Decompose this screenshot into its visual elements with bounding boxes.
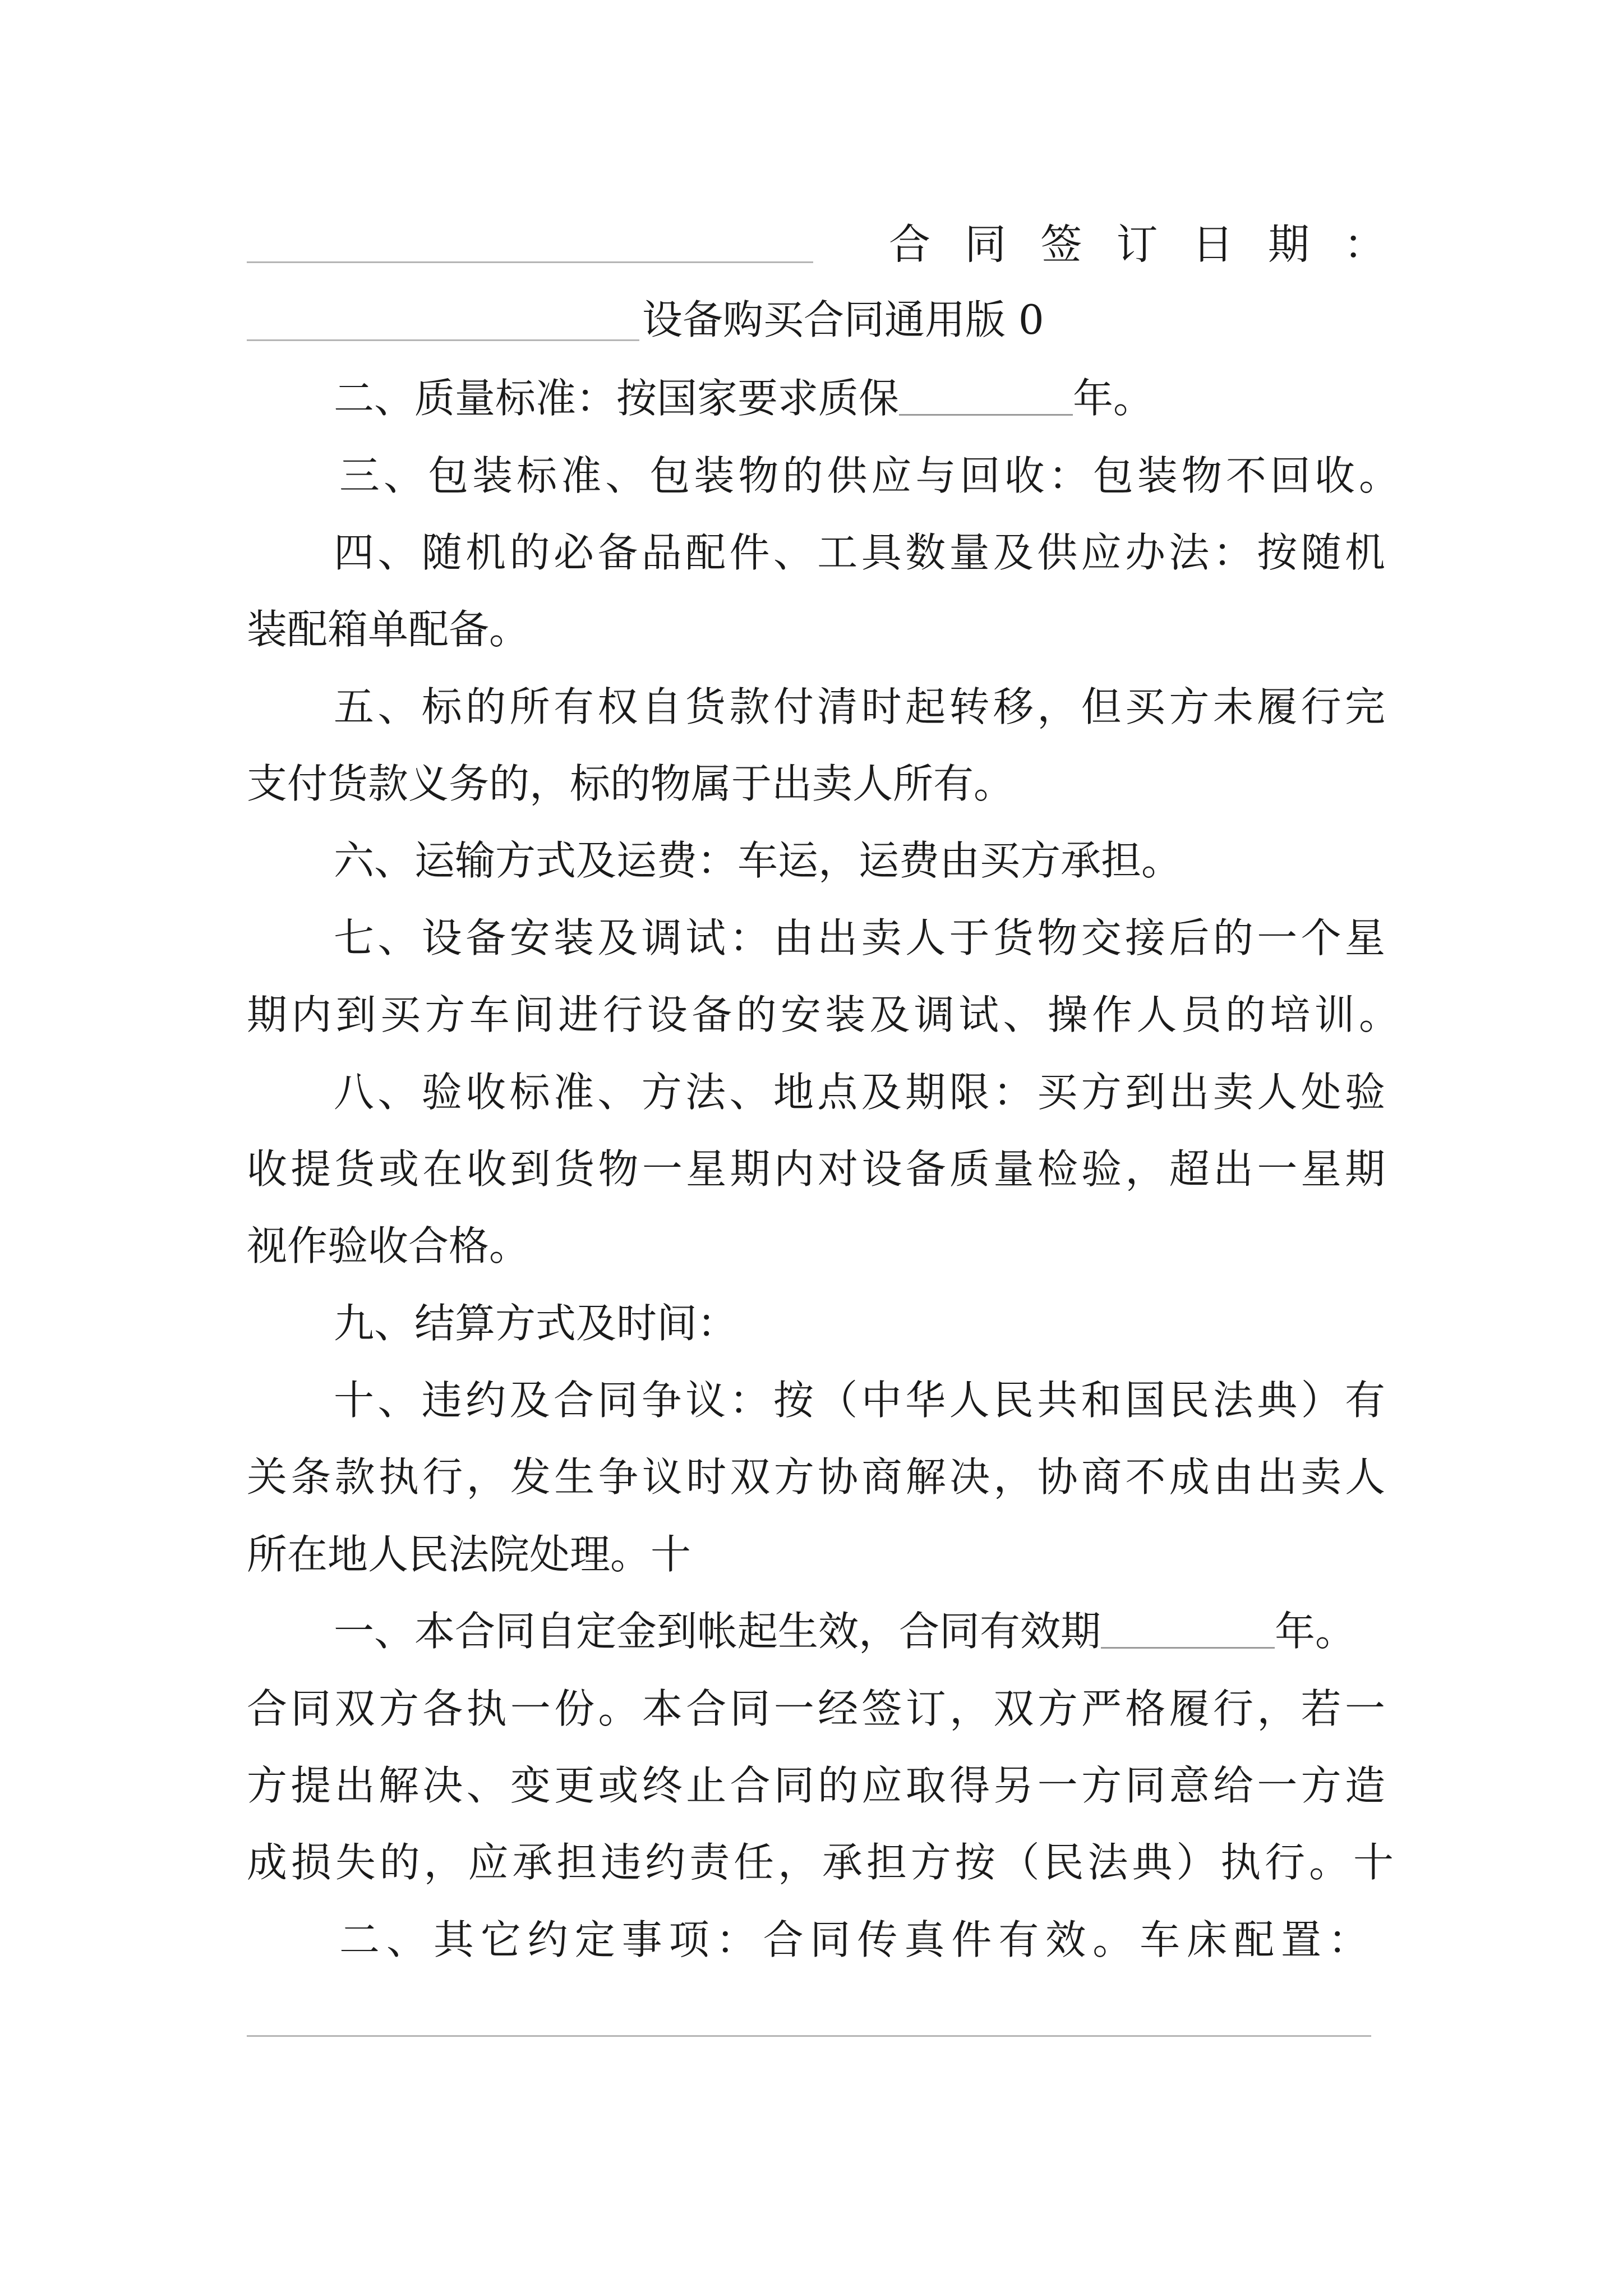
clause-dispute-line-2: 关条款执行，发生争议时双方协商解决，协商不成由出卖人 bbox=[247, 1453, 1385, 1501]
clause-dispute-line-3: 所在地人民法院处理。十 bbox=[247, 1531, 691, 1578]
clause-dispute-line-1: 十、违约及合同争议：按（中华人民共和国民法典）有 bbox=[334, 1377, 1385, 1424]
document-title: 设备购买合同通用版 0 bbox=[642, 296, 1044, 343]
clause-packaging: 三、包装标准、包装物的供应与回收：包装物不回收。 bbox=[339, 452, 1399, 499]
clause-ownership-line-1: 五、标的所有权自货款付清时起转移，但买方未履行完 bbox=[334, 683, 1385, 730]
clause-other-matters: 二、其它约定事项：合同传真件有效。车床配置： bbox=[339, 1916, 1368, 1963]
clause-effectiveness-line-2: 合同双方各执一份。本合同一经签订，双方严格履行，若一 bbox=[247, 1685, 1385, 1732]
signing-date-blank bbox=[247, 339, 639, 341]
clause-acceptance-line-1: 八、验收标准、方法、地点及期限：买方到出卖人处验 bbox=[334, 1069, 1385, 1116]
clause-acceptance-line-3: 视作验收合格。 bbox=[247, 1222, 530, 1269]
validity-years-blank bbox=[1101, 1598, 1275, 1649]
clause-ownership-line-2: 支付货款义务的，标的物属于出卖人所有。 bbox=[247, 760, 1015, 807]
clause-effectiveness-line-3: 方提出解决、变更或终止合同的应取得另一方同意给一方造 bbox=[247, 1762, 1385, 1809]
clause-settlement: 九、结算方式及时间： bbox=[334, 1300, 738, 1347]
signing-date-label: 合 同 签 订 日 期 ： bbox=[889, 220, 1385, 269]
clause-installation-line-1: 七、设备安装及调试：由出卖人于货物交接后的一个星 bbox=[334, 914, 1385, 961]
lathe-configuration-blank bbox=[247, 2035, 1371, 2037]
clause-accessories-line-2: 装配箱单配备。 bbox=[247, 606, 530, 653]
clause-effectiveness-line-1: 一、本合同自定金到帐起生效，合同有效期 年。 bbox=[334, 1598, 1402, 1665]
clause-accessories-line-1: 四、随机的必备品配件、工具数量及供应办法：按随机 bbox=[334, 529, 1385, 576]
clause-transport: 六、运输方式及运费：车运，运费由买方承担。 bbox=[334, 837, 1182, 884]
clause-installation-line-2: 期内到买方车间进行设备的安装及调试、操作人员的培训。 bbox=[247, 991, 1399, 1038]
warranty-years-blank bbox=[899, 365, 1073, 416]
clause-acceptance-line-2: 收提货或在收到货物一星期内对设备质量检验，超出一星期 bbox=[247, 1145, 1385, 1193]
clause-effectiveness-line-4: 成损失的，应承担违约责任，承担方按（民法典）执行。十 bbox=[247, 1839, 1394, 1886]
signing-party-blank bbox=[247, 261, 813, 263]
clause-quality-standard: 二、质量标准：按国家要求质保 年。 bbox=[334, 365, 1385, 432]
